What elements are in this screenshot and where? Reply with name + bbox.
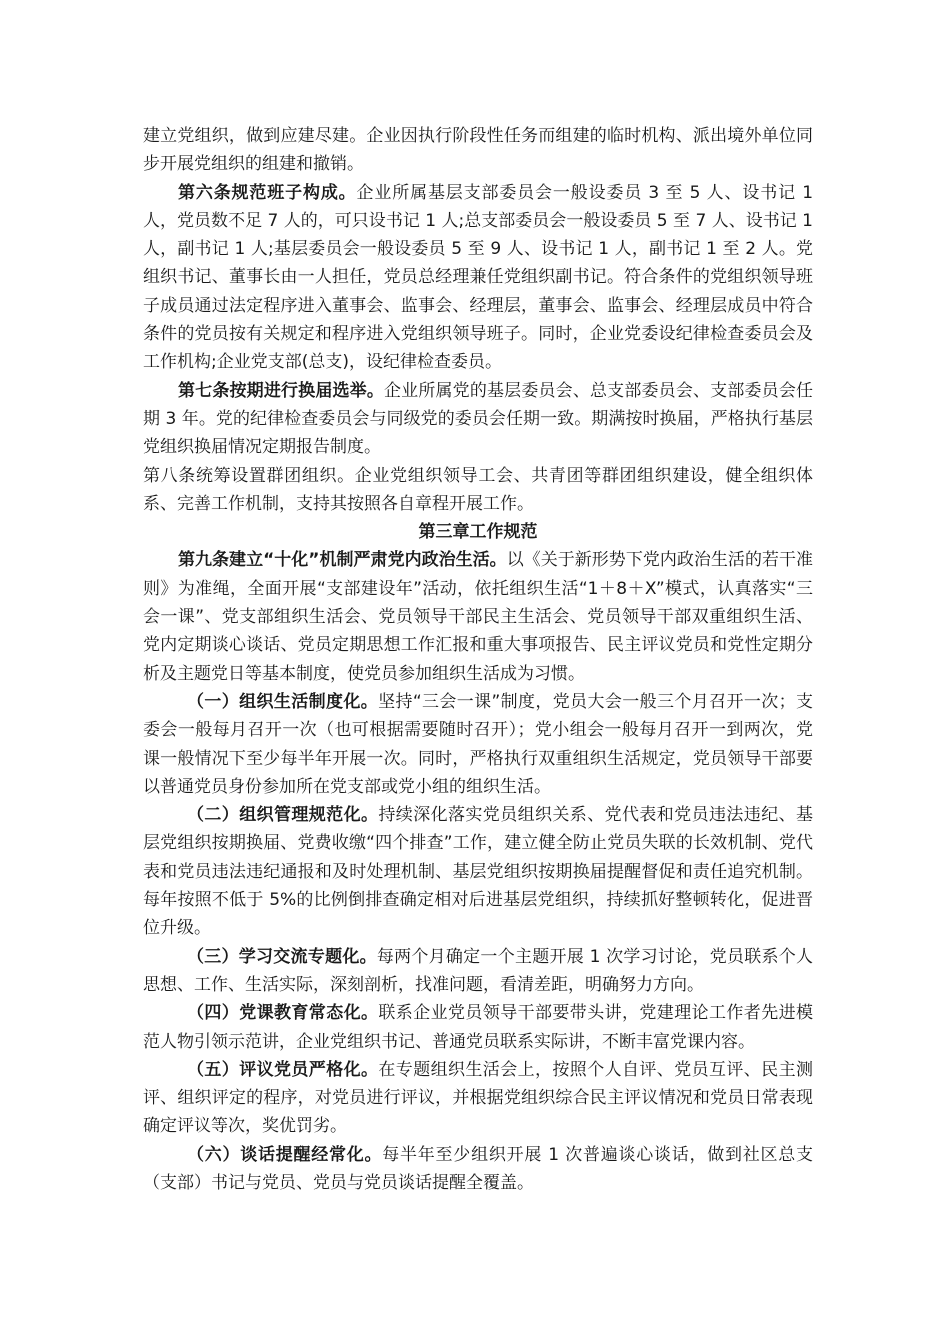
item-1-heading: （一）组织生活制度化。 — [187, 691, 379, 712]
item-6-heading: （六）谈话提醒经常化。 — [187, 1144, 383, 1165]
article-6-heading: 第六条规范班子构成。 — [178, 182, 357, 203]
item-1-paragraph: （一）组织生活制度化。坚持“三会一课”制度，党员大会一般三个月召开一次；支委会一般每月召开一次（也可根据需要随时召开）；党小组会一般每月召开一到两次，党课一般情况下至少每半年开展一次。同时，严格执行双重组织生活规定，党员领导干部要以普通党员身份参加所在党支部或党小组的组织生活。 — [143, 691, 813, 797]
paragraph-continuation: 建立党组织，做到应建尽建。企业因执行阶段性任务而组建的临时机构、派出境外单位同步开展党组织的组建和撤销。 — [143, 126, 813, 175]
article-6-paragraph: 第六条规范班子构成。企业所属基层支部委员会一般设委员 3 至 5 人、设书记 1 人，党员数不足 7 人的，可只设书记 1 人;总支部委员会一般设委员 5 至 7 人、设书记 1 人，副书记 1 人;基层委员会一般设委员 5 至 9 人、设书记 1 人，副书记 1 至 2 人。党组织书记、董事长由一人担任，党员总经理兼任党组织副书记。符合条件的党组织领导班子成员通过法定程序进入董事会、监事会、经理层，董事会、监事会、经理层成员中符合条件的党员按有关规定和程序进入党组织领导班子。同时，企业党委设纪律检查委员会及工作机构;企业党支部(总支)，设纪律检查委员。 — [143, 182, 814, 373]
article-7-paragraph: 第七条按期进行换届选举。企业所属党的基层委员会、总支部委员会、支部委员会任期 3 年。党的纪律检查委员会与同级党的委员会任期一致。期满按时换届，严格执行基层党组织换届情况定期报告制度。 — [143, 380, 813, 458]
article-9-heading: 第九条建立“十化”机制严肃党内政治生活。 — [178, 550, 507, 571]
article-9-paragraph: 第九条建立“十化”机制严肃党内政治生活。以《关于新形势下党内政治生活的若干准则》为准绳，全面开展“支部建设年”活动，依托组织生活“1＋8＋X”模式，认真落实“三会一课”、党支部组织生活会、党员领导干部民主生活会、党员领导干部双重组织生活、党内定期谈心谈话、党员定期思想工作汇报和重大事项报告、民主评议党员和党性定期分析及主题党日等基本制度，使党员参加组织生活成为习惯。 — [143, 550, 813, 684]
item-5-heading: （五）评议党员严格化。 — [187, 1059, 379, 1080]
item-2-paragraph: （二）组织管理规范化。持续深化落实党员组织关系、党代表和党员违法违纪、基层党组织按期换届、党费收缴“四个排查”工作，建立健全防止党员失联的长效机制、党代表和党员违法违纪通报和及时处理机制、基层党组织按期换届提醒督促和责任追究机制。每年按照不低于 5%的比例倒排查确定相对后进基层党组织，持续抓好整顿转化，促进晋位升级。 — [143, 805, 814, 939]
article-8-paragraph: 第八条统筹设置群团组织。企业党组织领导工会、共青团等群团组织建设，健全组织体系、完善工作机制，支持其按照各自章程开展工作。 — [143, 465, 813, 514]
item-4-heading: （四）党课教育常态化。 — [187, 1003, 379, 1024]
item-3-paragraph: （三）学习交流专题化。每两个月确定一个主题开展 1 次学习讨论，党员联系个人思想、工作、生活实际，深刻剖析，找准问题，看清差距，明确努力方向。 — [143, 946, 814, 995]
item-2-heading: （二）组织管理规范化。 — [187, 805, 379, 826]
item-4-paragraph: （四）党课教育常态化。联系企业党员领导干部要带头讲，党建理论工作者先进模范人物引领示范讲，企业党组织书记、普通党员联系实际讲，不断丰富党课内容。 — [143, 1003, 814, 1052]
item-5-paragraph: （五）评议党员严格化。在专题组织生活会上，按照个人自评、党员互评、民主测评、组织评定的程序，对党员进行评议，并根据党组织综合民主评议情况和党员日常表现确定评议等次，奖优罚劣。 — [143, 1059, 814, 1137]
document-page — [143, 122, 813, 1197]
item-3-heading: （三）学习交流专题化。 — [187, 946, 377, 967]
article-7-heading: 第七条按期进行换届选举。 — [178, 380, 384, 401]
chapter-3-title: 第三章工作规范 — [418, 522, 538, 543]
item-6-paragraph: （六）谈话提醒经常化。每半年至少组织开展 1 次普遍谈心谈话，做到社区总支（支部）书记与党员、党员与党员谈话提醒全覆盖。 — [143, 1144, 814, 1193]
